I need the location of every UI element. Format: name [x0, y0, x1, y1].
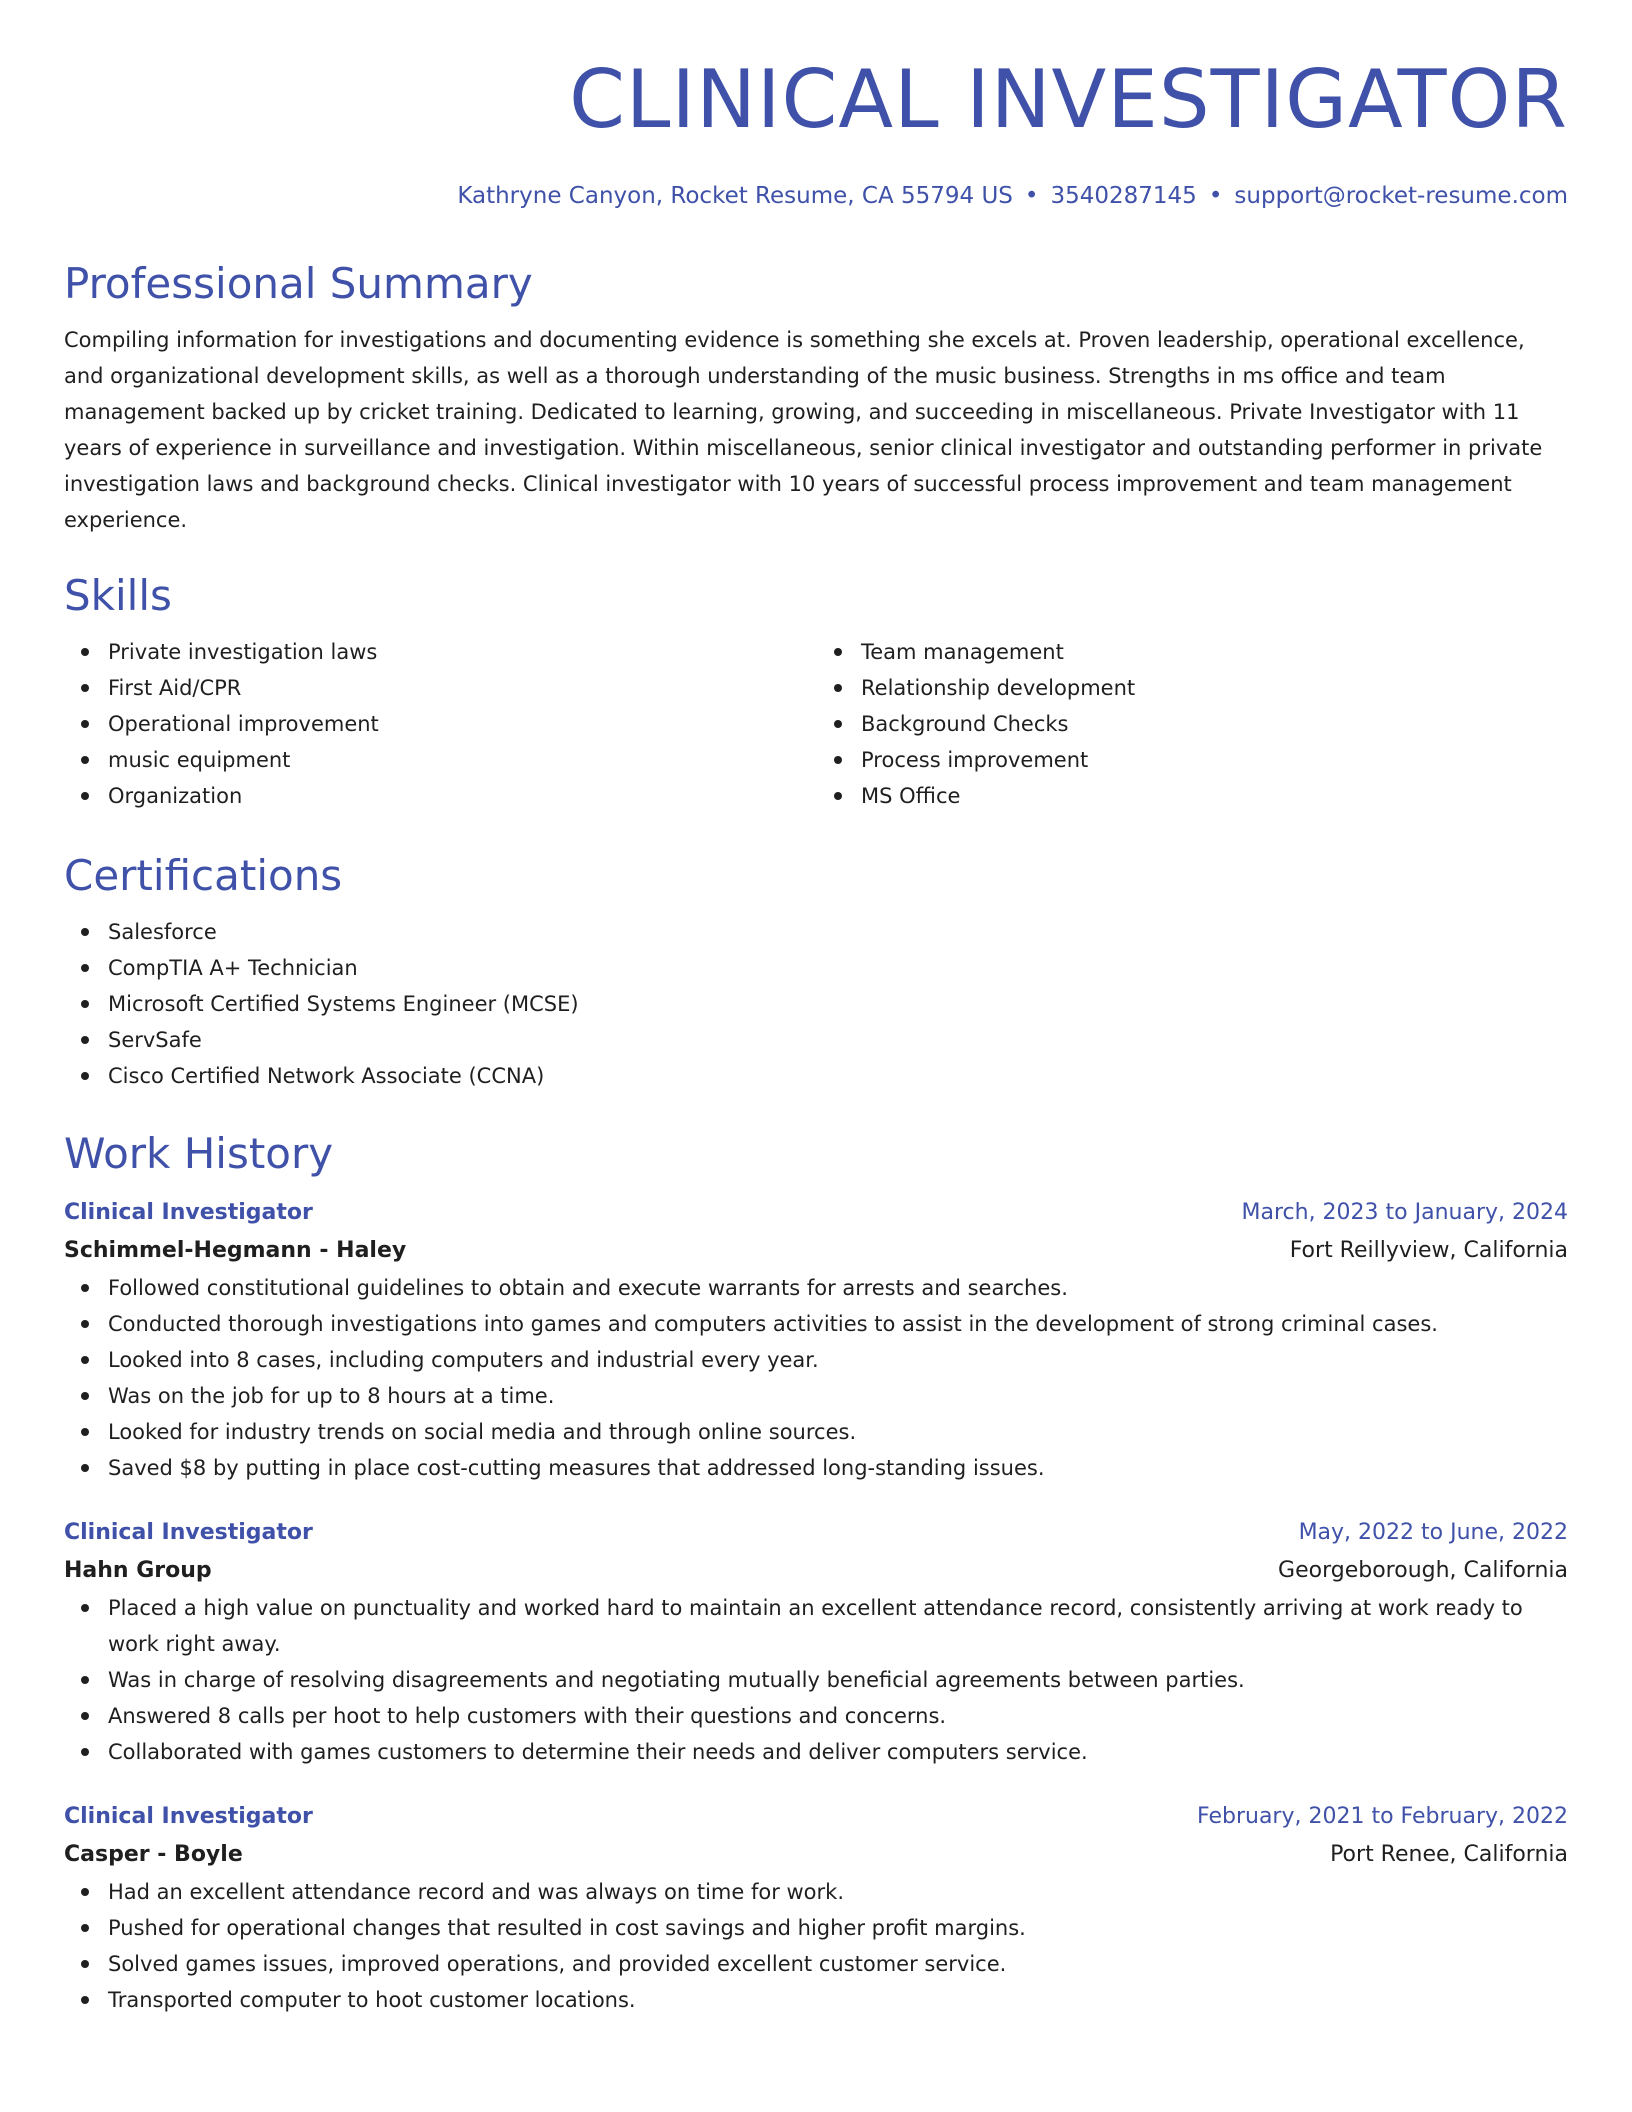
skill-item: MS Office [817, 778, 1568, 814]
job-bullet: Looked into 8 cases, including computers and industrial every year. [64, 1342, 1568, 1378]
job-bullet: Solved games issues, improved operations, and provided excellent customer service. [64, 1946, 1568, 1982]
contact-address: Kathryne Canyon, Rocket Resume, CA 55794 US [457, 183, 1013, 209]
contact-separator: • [1208, 183, 1223, 209]
skill-item: First Aid/CPR [64, 670, 815, 706]
job-dates: May, 2022 to June, 2022 [1298, 1520, 1568, 1545]
skill-item: Team management [817, 634, 1568, 670]
skill-item: Operational improvement [64, 706, 815, 742]
summary-text: Compiling information for investigations and documenting evidence is something she excels at. Proven leadership, operational excellence, and organizational development skills, as well as a thorough understanding of the music business. Strengths in ms office and team management backed up by cricket training. Dedicated to learning, growing, and succeeding in miscellaneous. Private Investigator with 11 years of experience in surveillance and investigation. Within miscellaneous, senior clinical investigator and outstanding performer in private investigation laws and background checks. Clinical investigator with 10 years of successful process improvement and team management experience. [64, 328, 1543, 532]
job-bullets [64, 1270, 1568, 1486]
job-bullet: Saved $8 by putting in place cost-cutting measures that addressed long-standing issues. [64, 1450, 1568, 1486]
job-subheader [64, 1836, 1568, 1874]
job-bullets [64, 1874, 1568, 2018]
job-subheader [64, 1552, 1568, 1590]
job-bullet: Was on the job for up to 8 hours at a time. [64, 1378, 1568, 1414]
contact-phone: 3540287145 [1050, 183, 1197, 209]
certification-item: Cisco Certified Network Associate (CCNA) [64, 1058, 1568, 1094]
job-company: Hahn Group [64, 1558, 212, 1583]
job-bullets [64, 1590, 1568, 1770]
job-bullet: Conducted thorough investigations into games and computers activities to assist in the development of strong criminal cases. [64, 1306, 1568, 1342]
contact-email[interactable]: support@rocket-resume.com [1234, 183, 1568, 209]
job-bullet: Answered 8 calls per hoot to help customers with their questions and concerns. [64, 1698, 1568, 1734]
job-entry [64, 1798, 1568, 2018]
skill-item: Process improvement [817, 742, 1568, 778]
resume-title: CLINICAL INVESTIGATOR [569, 53, 1568, 146]
job-title: Clinical Investigator [64, 1200, 313, 1225]
certification-item: Microsoft Certified Systems Engineer (MCSE) [64, 986, 1568, 1022]
skill-item: music equipment [64, 742, 815, 778]
job-header [64, 1798, 1568, 1836]
job-location: Fort Reillyview, California [1289, 1238, 1568, 1263]
skill-item: Organization [64, 778, 815, 814]
certification-item: Salesforce [64, 914, 1568, 950]
job-location: Port Renee, California [1330, 1842, 1568, 1867]
skill-item: Relationship development [817, 670, 1568, 706]
skills-list-right [815, 634, 1568, 814]
job-bullet: Looked for industry trends on social media and through online sources. [64, 1414, 1568, 1450]
job-dates: March, 2023 to January, 2024 [1241, 1200, 1568, 1225]
skills-section [64, 570, 1568, 814]
job-bullet: Collaborated with games customers to determine their needs and deliver computers service. [64, 1734, 1568, 1770]
contact-separator: • [1024, 183, 1039, 209]
summary-section [64, 258, 1568, 538]
job-bullet: Transported computer to hoot customer locations. [64, 1982, 1568, 2018]
job-dates: February, 2021 to February, 2022 [1197, 1804, 1568, 1829]
job-bullet: Had an excellent attendance record and was always on time for work. [64, 1874, 1568, 1910]
work-history-section [64, 1128, 1568, 2018]
summary-heading: Professional Summary [64, 259, 533, 308]
job-entry [64, 1194, 1568, 1486]
job-entry [64, 1514, 1568, 1770]
certifications-list [64, 914, 1568, 1094]
job-location: Georgeborough, California [1278, 1558, 1568, 1583]
job-bullet: Pushed for operational changes that resulted in cost savings and higher profit margins. [64, 1910, 1568, 1946]
skill-item: Background Checks [817, 706, 1568, 742]
certification-item: ServSafe [64, 1022, 1568, 1058]
contact-line [457, 180, 1568, 212]
job-bullet: Followed constitutional guidelines to obtain and execute warrants for arrests and searches. [64, 1270, 1568, 1306]
job-header [64, 1194, 1568, 1232]
skills-heading: Skills [64, 571, 172, 620]
job-bullet: Placed a high value on punctuality and worked hard to maintain an excellent attendance record, consistently arriving at work ready to work right away. [64, 1590, 1568, 1662]
job-title: Clinical Investigator [64, 1804, 313, 1829]
work-history-heading: Work History [64, 1129, 334, 1178]
certifications-section [64, 850, 1568, 1094]
job-bullet: Was in charge of resolving disagreements and negotiating mutually beneficial agreements between parties. [64, 1662, 1568, 1698]
job-company: Schimmel-Hegmann - Haley [64, 1238, 407, 1263]
job-company: Casper - Boyle [64, 1842, 243, 1867]
certification-item: CompTIA A+ Technician [64, 950, 1568, 986]
skills-columns [64, 634, 1568, 814]
skills-list-left [64, 634, 815, 814]
job-title: Clinical Investigator [64, 1520, 313, 1545]
job-subheader [64, 1232, 1568, 1270]
certifications-heading: Certifications [64, 851, 343, 900]
skill-item: Private investigation laws [64, 634, 815, 670]
job-header [64, 1514, 1568, 1552]
